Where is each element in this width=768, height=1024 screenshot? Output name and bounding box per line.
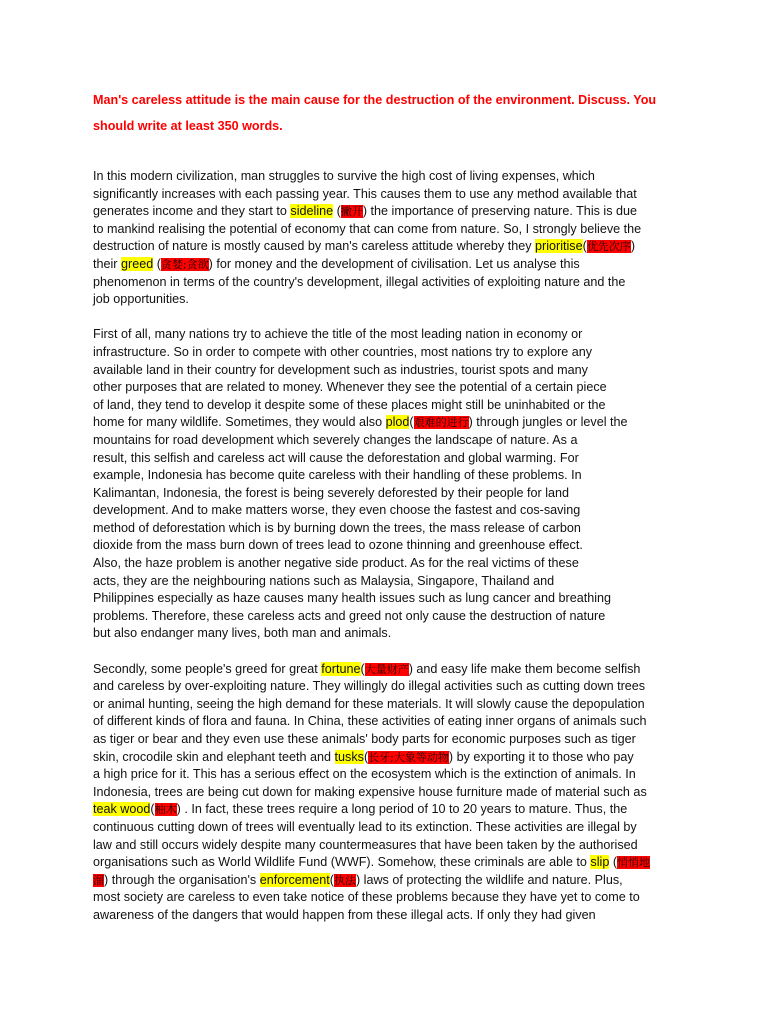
highlighted-word: slip: [590, 855, 610, 870]
text-line: [93, 485, 683, 503]
highlighted-word: sideline: [290, 204, 334, 219]
chinese-translation: 优先次序: [586, 240, 631, 254]
paragraph: [93, 661, 683, 925]
text-run: to mankind realising the potential of economy that can come from nature. So, I strongly believe the: [93, 221, 642, 236]
text-line: [93, 731, 683, 749]
text-line: [93, 362, 683, 380]
text-line: [93, 502, 683, 520]
text-line: [93, 397, 683, 415]
text-run: (: [409, 415, 414, 430]
text-run: (: [363, 749, 369, 764]
text-run: ) for money and the development of civilisation. Let us analyse this: [208, 256, 580, 271]
text-run: available land in their country for development such as industries, tourist spots and many: [93, 362, 588, 377]
chinese-translation: 悄悄地: [617, 856, 651, 870]
chinese-translation: 柚木: [154, 803, 177, 817]
text-run: but also endanger many lives, both man and animals.: [93, 626, 392, 641]
text-run: example, Indonesia has become quite careless with their handling of these problems. In: [93, 468, 582, 483]
chinese-translation: 长牙;大象等动物: [368, 750, 449, 764]
text-line: [93, 221, 683, 239]
text-line: [93, 784, 683, 802]
text-run: ) and easy life make them become selfish: [408, 661, 641, 676]
text-line: [93, 186, 683, 204]
essay-body: [93, 168, 683, 942]
chinese-translation: 撇开: [340, 205, 363, 219]
essay-prompt-title: [93, 87, 693, 139]
text-run: of different kinds of flora and fauna. In China, these activities of eating inner organs of animals such: [93, 714, 647, 729]
text-run: (: [150, 802, 155, 817]
text-line: [93, 414, 683, 432]
text-run: destruction of nature is mostly caused by man's careless attitude whereby they: [93, 239, 536, 254]
text-line: [93, 450, 683, 468]
text-run: a high price for it. This has a serious effect on the ecosystem which is the extinction of animals. In: [93, 767, 636, 782]
text-line: [93, 432, 683, 450]
text-line: [93, 537, 683, 555]
text-line: [93, 590, 683, 608]
text-run: other purposes that are related to money. Whenever they see the potential of a certain piece: [93, 380, 607, 395]
text-line: [93, 907, 683, 925]
text-line: [93, 573, 683, 591]
text-line: [93, 274, 683, 292]
text-run: law and still occurs widely despite many countermeasures that have been taken by the authorised: [93, 837, 638, 852]
chinese-translation: 贪婪;贪欲: [160, 257, 209, 271]
paragraph: [93, 326, 683, 643]
text-line: [93, 608, 683, 626]
text-line: [93, 238, 683, 256]
chinese-translation: 艰难的进行: [413, 416, 469, 430]
text-run: (: [609, 855, 618, 870]
text-run: Philippines especially as haze causes many health issues such as lung cancer and breathing: [93, 591, 612, 606]
text-run: First of all, many nations try to achieve the title of the most leading nation in economy or: [93, 327, 583, 342]
text-run: awareness of the dangers that would happen from these illegal acts. If only they had given: [93, 907, 596, 922]
text-run: job opportunities.: [93, 292, 189, 307]
highlighted-word: enforcement: [259, 872, 330, 887]
text-line: [93, 467, 683, 485]
text-run: or animal hunting, seeing the high demand for these materials. It will slowly cause the depopulation: [93, 696, 645, 711]
text-run: mountains for road development which severely changes the landscape of nature. As a: [93, 432, 578, 447]
text-run: infrastructure. So in order to compete with other countries, most nations try to explore any: [93, 344, 593, 359]
text-run: ): [630, 239, 636, 254]
text-run: home for many wildlife. Sometimes, they would also: [93, 415, 386, 430]
text-line: [93, 854, 683, 872]
text-line: [93, 766, 683, 784]
text-run: (: [153, 256, 161, 271]
text-line: [93, 379, 683, 397]
chinese-translation: 大量财产: [364, 662, 409, 676]
text-line: [93, 713, 683, 731]
text-run: result, this selfish and careless act will cause the deforestation and global warming. For: [93, 450, 579, 465]
text-run: most society are careless to even take notice of these problems because they have yet to come to: [93, 890, 640, 905]
text-run: continuous cutting down of trees will eventually lead to its extinction. These activities are illegal by: [93, 819, 637, 834]
title-line: Man's careless attitude is the main cause for the destruction of the environment. Discuss. You: [93, 93, 657, 107]
text-run: development. And to make matters worse, they even choose the fastest and cos-saving: [93, 503, 581, 518]
text-run: ) . In fact, these trees require a long period of 10 to 20 years to mature. Thus, the: [176, 802, 628, 817]
text-run: In this modern civilization, man struggles to survive the high cost of living expenses, which: [93, 169, 595, 183]
text-line: [93, 889, 683, 907]
text-run: ) laws of protecting the wildlife and nature. Plus,: [355, 872, 623, 887]
text-run: dioxide from the mass burn down of trees lead to ozone thinning and greenhouse effect.: [93, 538, 583, 553]
text-line: [93, 801, 683, 819]
text-run: ) through the organisation's: [104, 872, 260, 887]
text-run: ) by exporting it to those who pay: [448, 749, 634, 764]
text-line: [93, 168, 683, 186]
paragraph: [93, 168, 683, 309]
text-run: (: [333, 204, 341, 219]
text-run: Indonesia, trees are being cut down for making expensive house furniture made of material such as: [93, 784, 647, 799]
text-line: [93, 203, 683, 221]
text-run: generates income and they start to: [93, 204, 291, 219]
title-line: should write at least 350 words.: [93, 119, 283, 133]
text-line: [93, 344, 683, 362]
text-run: problems. Therefore, these careless acts and greed not only cause the destruction of nature: [93, 608, 606, 623]
text-run: Kalimantan, Indonesia, the forest is being severely deforested by their people for land: [93, 485, 570, 500]
text-run: of land, they tend to develop it despite some of these places might still be uninhabited or the: [93, 397, 606, 412]
text-run: and careless by over-exploiting nature. They willingly do illegal activities such as cutting down trees: [93, 679, 646, 694]
highlighted-word: fortune: [321, 661, 361, 676]
text-run: ) the importance of preserving nature. This is due: [362, 204, 638, 219]
text-run: significantly increases with each passing year. This causes them to use any method available that: [93, 186, 637, 201]
text-line: [93, 749, 683, 767]
text-run: organisations such as World Wildlife Fund (WWF). Somehow, these criminals are able to: [93, 855, 591, 870]
text-run: skin, crocodile skin and elephant teeth and: [93, 749, 335, 764]
chinese-translation: 溜: [93, 873, 104, 887]
text-run: method of deforestation which is by burning down the trees, the mass release of carbon: [93, 520, 581, 535]
text-run: Secondly, some people's greed for great: [93, 661, 322, 676]
text-line: [93, 326, 683, 344]
text-run: phenomenon in terms of the country's development, illegal activities of exploiting nature and the: [93, 274, 626, 289]
text-run: as tiger or bear and they even use these animals' body parts for economic purposes such as tiger: [93, 732, 636, 746]
text-run: ) through jungles or level the: [468, 415, 628, 430]
text-line: [93, 872, 683, 890]
text-line: [93, 625, 683, 643]
highlighted-word: tusks: [334, 749, 364, 764]
chinese-translation: 执法: [333, 873, 356, 887]
text-line: [93, 291, 683, 309]
text-run: (: [582, 239, 587, 254]
text-line: [93, 555, 683, 573]
text-line: [93, 256, 683, 274]
text-run: (: [329, 872, 334, 887]
text-line: [93, 661, 683, 679]
text-line: [93, 696, 683, 714]
highlighted-word: prioritise: [535, 239, 583, 254]
text-run: Also, the haze problem is another negative side product. As for the real victims of these: [93, 556, 579, 571]
text-run: (: [360, 661, 365, 676]
text-line: [93, 520, 683, 538]
highlighted-word: teak wood: [93, 802, 151, 817]
highlighted-word: greed: [121, 256, 154, 271]
text-run: their: [93, 256, 121, 271]
text-line: [93, 837, 683, 855]
text-run: acts, they are the neighbouring nations such as Malaysia, Singapore, Thailand and: [93, 573, 555, 588]
text-line: [93, 819, 683, 837]
highlighted-word: plod: [385, 415, 410, 430]
text-line: [93, 678, 683, 696]
